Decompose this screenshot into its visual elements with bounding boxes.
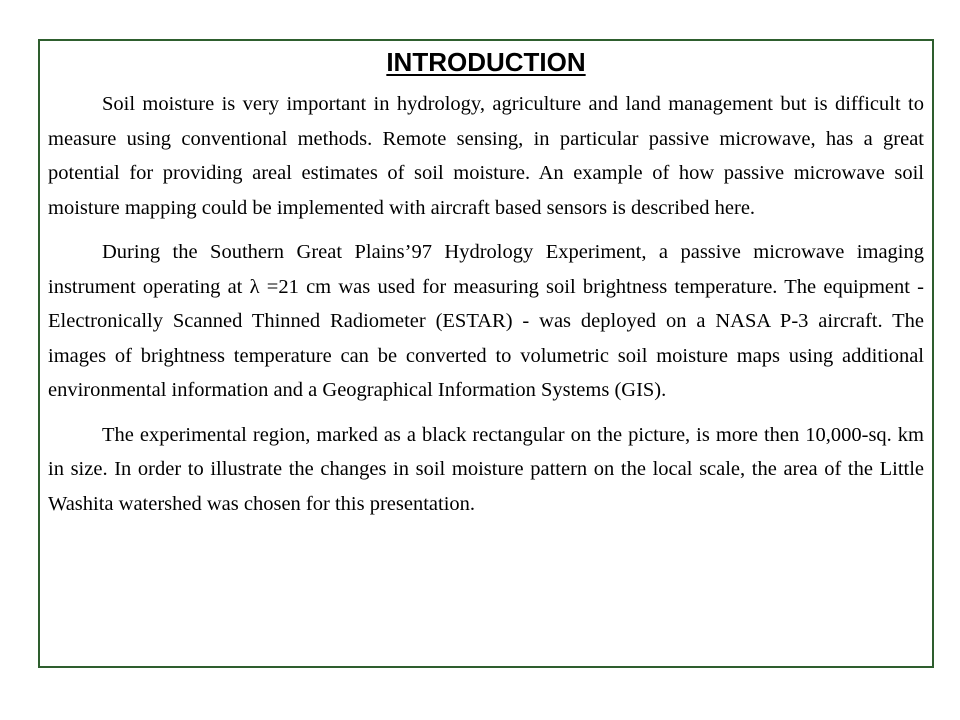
paragraph-3: The experimental region, marked as a black rectangular on the picture, is more then 10,000-sq. km in size. In order to illustrate the changes in soil moisture pattern on the local scale, the area of the Little Washita watershed was chosen for this presentation.	[48, 423, 924, 515]
paragraph-1: Soil moisture is very important in hydrology, agriculture and land management but is difficult to measure using conventional methods. Remote sensing, in particular passive microwave, has a great potential for providing areal estimates of soil moisture. An example of how passive microwave soil moisture mapping could be implemented with aircraft based sensors is described here.	[48, 93, 924, 219]
document-body	[48, 87, 924, 521]
paragraph-2: During the Southern Great Plains’97 Hydrology Experiment, a passive microwave imaging instrument operating at λ =21 cm was used for measuring soil brightness temperature. The equipment - Electronically Scanned Thinned Radiometer (ESTAR) - was deployed on a NASA P-3 aircraft. The images of brightness temperature can be converted to volumetric soil moisture maps using additional environmental information and a Geographical Information Systems (GIS).	[48, 241, 924, 401]
document-frame	[38, 39, 934, 668]
page-title: INTRODUCTION	[386, 47, 586, 77]
